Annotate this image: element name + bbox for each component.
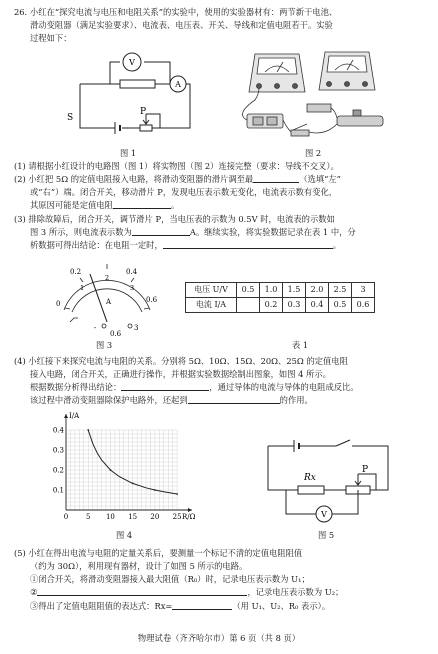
dial-tick-02: 0.2 xyxy=(70,268,82,276)
table-cell: 0.5 xyxy=(237,283,260,298)
table-cell-empty[interactable] xyxy=(237,298,260,313)
table-row-voltage xyxy=(186,283,375,298)
table-cell: 1.0 xyxy=(260,283,283,298)
q2-line-3-end: 。 xyxy=(170,200,180,210)
q4-answer-blank-1[interactable] xyxy=(121,381,209,391)
chart-x-tick-label: 0 xyxy=(63,513,69,521)
chart-y-axis-label: I/A xyxy=(69,412,80,420)
dial-inner-1: 1 xyxy=(80,284,85,292)
figure-3-caption: 图 3 xyxy=(96,340,113,350)
chart-y-arrow xyxy=(64,414,68,418)
chart-point xyxy=(176,493,178,495)
table-header-current: 电流 I/A xyxy=(186,298,237,313)
q4-line-4-start: 该过程中滑动变阻器除保护电路外，还起到 xyxy=(30,395,188,405)
q2-line-3-start: 其原因可能是定值电阻 xyxy=(30,200,113,210)
q4-line-3-end: ，通过导体的电流与导体的电阻成反比。 xyxy=(209,382,359,392)
table-cell: 1.5 xyxy=(283,283,306,298)
q2-line-1 xyxy=(14,173,341,186)
intro-line-1: 小红在“探究电流与电压和电阻关系”的实验中，使用的实验器材有：两节新干电池、 xyxy=(30,7,338,17)
q2-line-1-start: (2) 小红把 5Ω 的定值电阻接入电路，将滑动变阻器的滑片调至最 xyxy=(14,174,254,184)
figure-2-apparatus xyxy=(225,44,395,146)
q4-line-3-start: 根据数据分析得出结论： xyxy=(30,382,122,392)
chart-point xyxy=(132,483,134,485)
q5-step-1: ①闭合开关，将滑动变阻器接入最大阻值（R₀）时，记录电压表示数为 U₁； xyxy=(30,574,310,584)
figure-5-caption: 图 5 xyxy=(318,530,335,540)
chart-x-tick-label: 5 xyxy=(85,513,91,521)
slider-label: P xyxy=(362,465,369,475)
q5-step-3-end: （用 U₁、U₂、R₀ 表示）。 xyxy=(232,601,331,611)
voltmeter-label: V xyxy=(129,58,135,67)
ammeter-label: A xyxy=(175,80,181,89)
chart-x-tick-label: 15 xyxy=(128,513,138,521)
terminal-3: 3 xyxy=(134,324,139,332)
q3-line-3-end: 。 xyxy=(332,240,342,250)
dial-inner-3: 3 xyxy=(130,284,135,292)
q5-step-2-prefix: ② xyxy=(30,587,38,597)
figure-2-caption: 图 2 xyxy=(305,148,322,158)
dial-inner-2: 2 xyxy=(105,274,110,282)
intro-line-3: 过程如下： xyxy=(30,33,72,43)
q5-step-3 xyxy=(30,600,330,613)
table-cell: 0.3 xyxy=(283,298,306,313)
figure-4-chart xyxy=(48,410,198,528)
question-number: 26. xyxy=(14,7,28,17)
q5-line-1: (5) 小红在得出电流与电阻的定量关系后，要测量一个标记不清的定值电阻阻值 xyxy=(14,548,303,558)
slider-label: P xyxy=(140,107,147,117)
dial-tick-04: 0.4 xyxy=(126,268,138,276)
figure-1-circuit xyxy=(60,48,210,144)
q4-answer-blank-2[interactable] xyxy=(188,394,280,404)
q3-answer-blank-1[interactable] xyxy=(132,226,190,236)
resistor-rx xyxy=(298,486,324,494)
q1-text: (1) 请根据小红设计的电路图（图 1）将实物图（图 2）连接完整（要求：导线不交叉）。 xyxy=(14,161,339,171)
q5-line-2: （约为 30Ω），利用现有器材，设计了如图 5 所示的电路。 xyxy=(30,561,248,571)
table-header-voltage: 电压 U/V xyxy=(186,283,237,298)
intro-line-2: 滑动变阻器（满足实验要求）、电流表、电压表、开关、导线和定值电阻若干。实验 xyxy=(30,20,333,30)
q5-answer-blank-2[interactable] xyxy=(172,600,232,610)
table-cell: 2.5 xyxy=(329,283,352,298)
table-row-current xyxy=(186,298,375,313)
table-cell: 0.2 xyxy=(260,298,283,313)
q4-line-3 xyxy=(30,381,359,394)
figure-3-ammeter-dial xyxy=(50,252,162,336)
q3-line-2-start: 图 3 所示，则电流表示数为 xyxy=(30,227,132,237)
chart-x-tick-label: 25 xyxy=(172,513,182,521)
table-1-caption: 表 1 xyxy=(292,340,309,350)
page-footer: 物理试卷（齐齐哈尔市）第 6 页（共 8 页） xyxy=(137,633,301,643)
chart-y-tick-label: 0.2 xyxy=(52,466,64,475)
chart-point xyxy=(87,429,89,431)
q4-line-4-end: 的作用。 xyxy=(279,395,313,405)
chart-x-tick-label: 20 xyxy=(150,513,160,521)
q3-line-3-start: 析数据可得出结论：在电阻一定时， xyxy=(30,240,163,250)
chart-point xyxy=(154,489,156,491)
switch-label: S xyxy=(67,113,74,123)
q5-step-3-start: ③得出了定值电阻阻值的表达式：Rx= xyxy=(30,601,173,611)
resistor-label: Rx xyxy=(304,473,316,483)
chart-x-axis-label: R/Ω xyxy=(182,513,196,521)
q5-step-2-end: ，记录电压表示数为 U₂； xyxy=(247,587,344,597)
chart-y-tick-label: 0.1 xyxy=(52,486,64,495)
dial-tick-0: 0 xyxy=(56,300,61,308)
voltmeter-label: V xyxy=(321,510,327,519)
table-cell: 2.0 xyxy=(306,283,329,298)
table-cell: 0.4 xyxy=(306,298,329,313)
table-cell: 0.5 xyxy=(329,298,352,313)
q5-answer-blank-1[interactable] xyxy=(37,586,247,596)
chart-grid xyxy=(66,430,177,510)
figure-5-circuit xyxy=(258,432,398,524)
figure-4-caption: 图 4 xyxy=(116,530,133,540)
q5-step-2 xyxy=(30,586,343,599)
table-cell: 3 xyxy=(352,283,375,298)
table-1 xyxy=(185,282,375,313)
q2-line-1-end: （选填“左” xyxy=(299,174,341,184)
table-cell: 0.6 xyxy=(352,298,375,313)
q3-line-2 xyxy=(30,226,356,239)
q3-line-3 xyxy=(30,239,341,252)
q3-line-2-end: A。继续实验，将实验数据记录在表 1 中，分 xyxy=(189,227,356,237)
q2-line-2: 或“右”）端。闭合开关，移动滑片 P，发现电压表示数无变化，电流表示数有变化， xyxy=(30,187,338,197)
chart-point xyxy=(110,469,112,471)
terminal-06: 0.6 xyxy=(110,330,122,336)
q2-answer-blank-1[interactable] xyxy=(253,173,299,183)
figure-1-caption: 图 1 xyxy=(120,148,137,158)
q4-line-4 xyxy=(30,394,313,407)
terminal-minus: - xyxy=(94,324,97,332)
dial-tick-06: 0.6 xyxy=(146,296,158,304)
q2-line-3 xyxy=(30,199,179,212)
chart-y-tick-label: 0.4 xyxy=(52,426,64,435)
chart-ticks xyxy=(53,427,182,522)
q4-line-1: (4) 小红接下来探究电流与电阻的关系。分别将 5Ω、10Ω、15Ω、20Ω、25Ω 的定值电阻 xyxy=(14,356,348,366)
chart-x-arrow xyxy=(188,508,192,512)
chart-y-tick-label: 0.3 xyxy=(52,446,64,455)
q3-line-1: (3) 排除故障后，闭合开关，调节滑片 P，当电压表的示数为 0.5V 时，电流表的示数如 xyxy=(14,214,335,224)
dial-unit: A xyxy=(106,298,112,306)
q3-answer-blank-2[interactable] xyxy=(163,239,333,249)
chart-x-tick-label: 10 xyxy=(105,513,115,521)
q2-answer-blank-2[interactable] xyxy=(113,199,171,209)
q4-line-2: 接入电路，闭合开关，正确进行操作，并根据实验数据绘制出图象，如图 4 所示。 xyxy=(30,369,331,379)
